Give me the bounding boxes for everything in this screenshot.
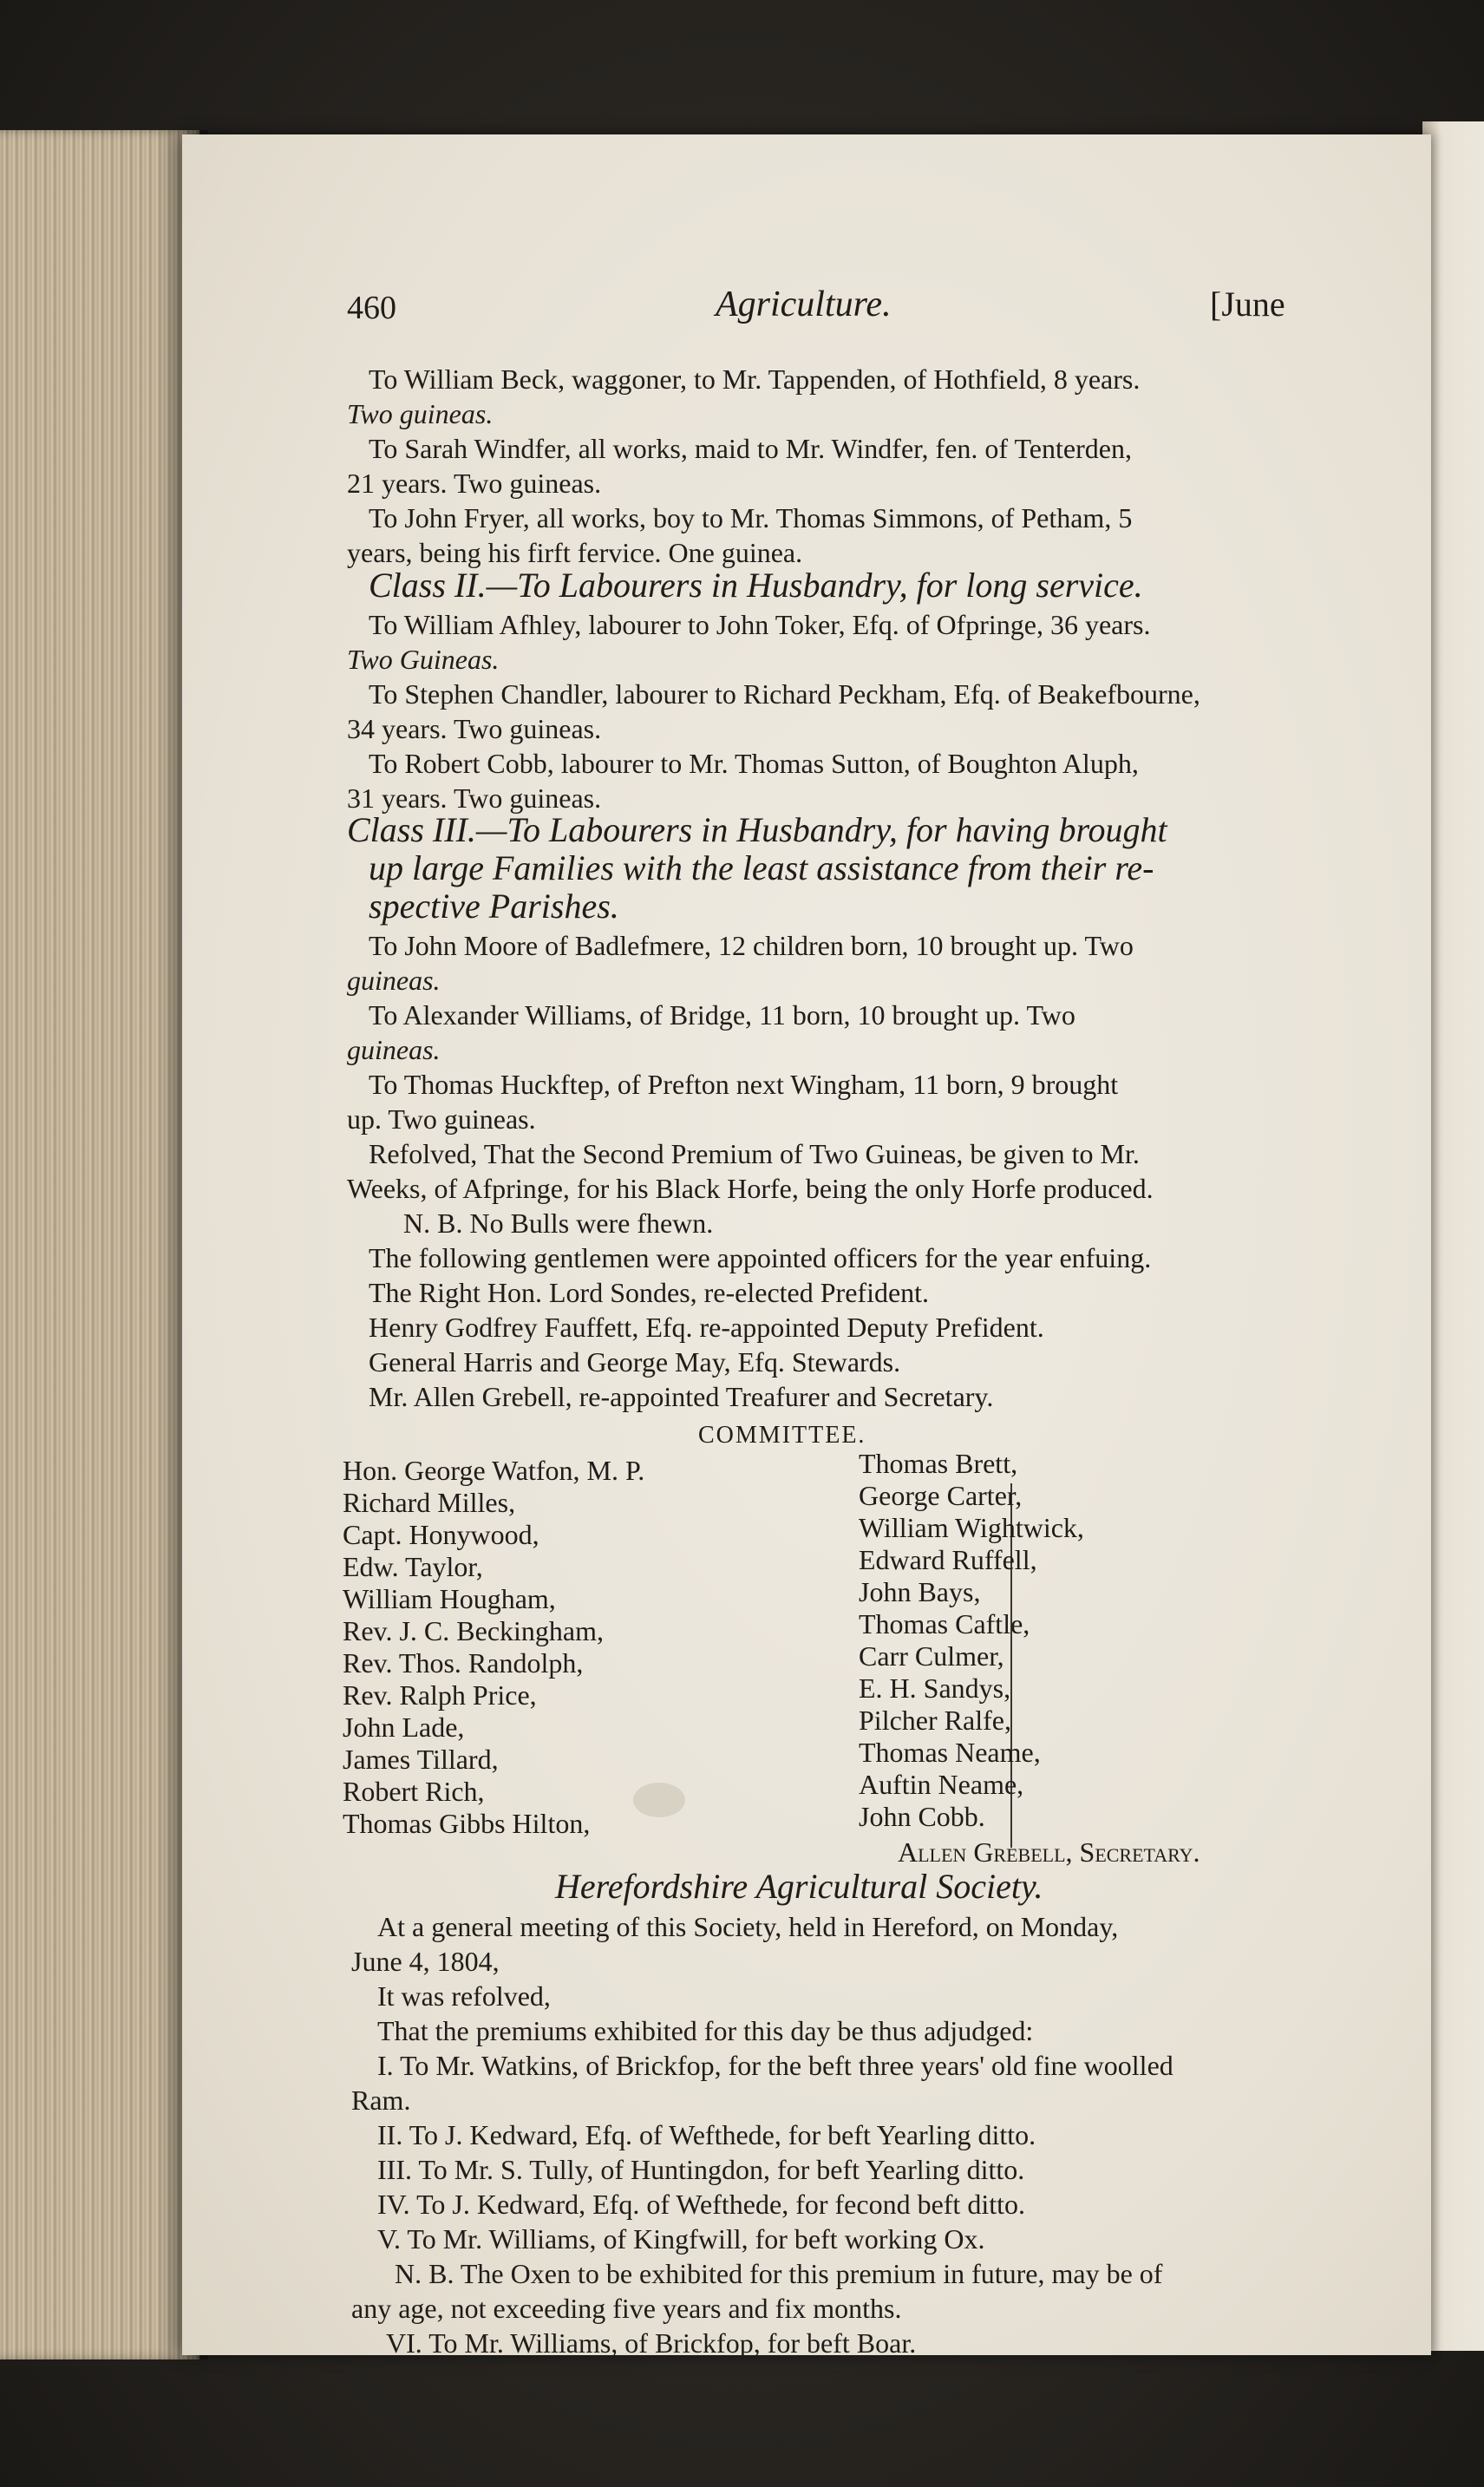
committee-member: Rev. J. C. Beckingham, xyxy=(343,1615,604,1646)
para-line: To Alexander Williams, of Bridge, 11 born, 10 brought up. Two xyxy=(369,999,1075,1031)
committee-member: John Lade, xyxy=(343,1711,465,1743)
committee-heading: COMMITTEE. xyxy=(698,1422,866,1449)
para-line: To Sarah Windfer, all works, maid to Mr. Windfer, fen. of Tenterden, xyxy=(369,433,1132,464)
committee-member: Thomas Caftle, xyxy=(859,1608,1030,1639)
para-line: up. Two guineas. xyxy=(347,1103,536,1135)
para-line: 31 years. Two guineas. xyxy=(347,782,602,814)
committee-member: Thomas Brett, xyxy=(859,1448,1018,1479)
section-line: That the premiums exhibited for this day be thus adjudged: xyxy=(377,2015,1034,2046)
facing-page-edge xyxy=(1422,121,1484,2351)
para-line: guineas. xyxy=(347,965,441,996)
committee-member: John Cobb. xyxy=(859,1801,985,1832)
class-heading: Class III.—To Labourers in Husbandry, for having brought xyxy=(347,810,1167,849)
para-line: To William Beck, waggoner, to Mr. Tappenden, of Hothfield, 8 years. xyxy=(369,363,1141,395)
running-month: [June xyxy=(1210,285,1285,324)
para-line: To John Fryer, all works, boy to Mr. Thomas Simmons, of Petham, 5 xyxy=(369,502,1133,533)
committee-member: John Bays, xyxy=(859,1576,981,1607)
committee-member: Hon. George Watfon, M. P. xyxy=(343,1455,645,1486)
committee-member: Robert Rich, xyxy=(343,1776,485,1807)
para-line: Henry Godfrey Fauffett, Efq. re-appointed Deputy Prefident. xyxy=(369,1312,1044,1343)
para-line: Mr. Allen Grebell, re-appointed Treafurer and Secretary. xyxy=(369,1381,994,1412)
committee-member: Rev. Ralph Price, xyxy=(343,1679,537,1711)
committee-member: James Tillard, xyxy=(343,1744,499,1775)
para-line: The Right Hon. Lord Sondes, re-elected Prefident. xyxy=(369,1277,930,1308)
para-line: Refolved, That the Second Premium of Two Guineas, be given to Mr. xyxy=(369,1138,1140,1169)
section-line: VI. To Mr. Williams, of Brickfop, for beft Boar. xyxy=(386,2327,917,2359)
committee-member: Rev. Thos. Randolph, xyxy=(343,1647,584,1679)
class-heading: Class II.—To Labourers in Husbandry, for long service. xyxy=(369,566,1143,605)
para-line: years, being his firft fervice. One guinea. xyxy=(347,537,803,568)
committee-member: William Wightwick, xyxy=(859,1512,1084,1543)
para-line: 21 years. Two guineas. xyxy=(347,468,602,499)
class-heading: spective Parishes. xyxy=(369,887,619,926)
para-line: Two Guineas. xyxy=(347,644,500,675)
book-page xyxy=(182,134,1431,2359)
class-heading: up large Families with the least assistance from their re- xyxy=(369,848,1154,887)
stain xyxy=(633,1783,685,1817)
para-line: Weeks, of Afpringe, for his Black Horfe, being the only Horfe produced. xyxy=(347,1173,1154,1204)
section-line: N. B. The Oxen to be exhibited for this premium in future, may be of xyxy=(395,2258,1163,2289)
para-line: 34 years. Two guineas. xyxy=(347,713,602,744)
para-line: To Thomas Huckftep, of Prefton next Wingham, 11 born, 9 brought xyxy=(369,1069,1119,1100)
committee-member: Auftin Neame, xyxy=(859,1769,1024,1800)
para-line: To Robert Cobb, labourer to Mr. Thomas Sutton, of Boughton Aluph, xyxy=(369,748,1139,779)
section-line: Ram. xyxy=(351,2084,411,2116)
para-line: To William Afhley, labourer to John Toker, Efq. of Ofpringe, 36 years. xyxy=(369,609,1151,640)
section-line: At a general meeting of this Society, held in Hereford, on Monday, xyxy=(377,1911,1119,1942)
committee-member: George Carter, xyxy=(859,1480,1023,1511)
committee-member: Thomas Neame, xyxy=(859,1737,1041,1768)
section-line: III. To Mr. S. Tully, of Huntingdon, for beft Yearling ditto. xyxy=(377,2154,1025,2185)
committee-member: E. H. Sandys, xyxy=(859,1672,1011,1704)
para-line: Two guineas. xyxy=(347,398,494,429)
committee-member: William Hougham, xyxy=(343,1583,556,1614)
committee-member: Edw. Taylor, xyxy=(343,1551,483,1582)
para-line: guineas. xyxy=(347,1034,441,1065)
para-line: The following gentlemen were appointed officers for the year enfuing. xyxy=(369,1242,1152,1273)
running-title: Agriculture. xyxy=(716,285,892,324)
para-line: To John Moore of Badlefmere, 12 children born, 10 brought up. Two xyxy=(369,930,1134,961)
committee-member: Edward Ruffell, xyxy=(859,1544,1037,1575)
section-line: I. To Mr. Watkins, of Brickfop, for the beft three years' old fine woolled xyxy=(377,2050,1173,2081)
committee-signature: Allen Grebell, Secretary. xyxy=(898,1836,1200,1868)
section-line: June 4, 1804, xyxy=(351,1946,500,1977)
section-line: It was refolved, xyxy=(377,1980,551,2012)
committee-member: Capt. Honywood, xyxy=(343,1519,539,1550)
para-line: To Stephen Chandler, labourer to Richard Peckham, Efq. of Beakefbourne, xyxy=(369,678,1200,710)
para-line: General Harris and George May, Efq. Stewards. xyxy=(369,1346,901,1378)
committee-member: Richard Milles, xyxy=(343,1487,516,1518)
page-number: 460 xyxy=(347,290,396,326)
committee-member: Pilcher Ralfe, xyxy=(859,1705,1011,1736)
para-line: N. B. No Bulls were fhewn. xyxy=(403,1208,714,1239)
section-title: Herefordshire Agricultural Society. xyxy=(555,1867,1043,1906)
committee-member: Carr Culmer, xyxy=(859,1640,1004,1672)
committee-member: Thomas Gibbs Hilton, xyxy=(343,1808,591,1839)
section-line: IV. To J. Kedward, Efq. of Wefthede, for fecond beft ditto. xyxy=(377,2189,1025,2220)
section-line: any age, not exceeding five years and fix months. xyxy=(351,2293,902,2324)
section-line: II. To J. Kedward, Efq. of Wefthede, for beft Yearling ditto. xyxy=(377,2119,1036,2150)
section-line: V. To Mr. Williams, of Kingfwill, for beft working Ox. xyxy=(377,2223,985,2255)
